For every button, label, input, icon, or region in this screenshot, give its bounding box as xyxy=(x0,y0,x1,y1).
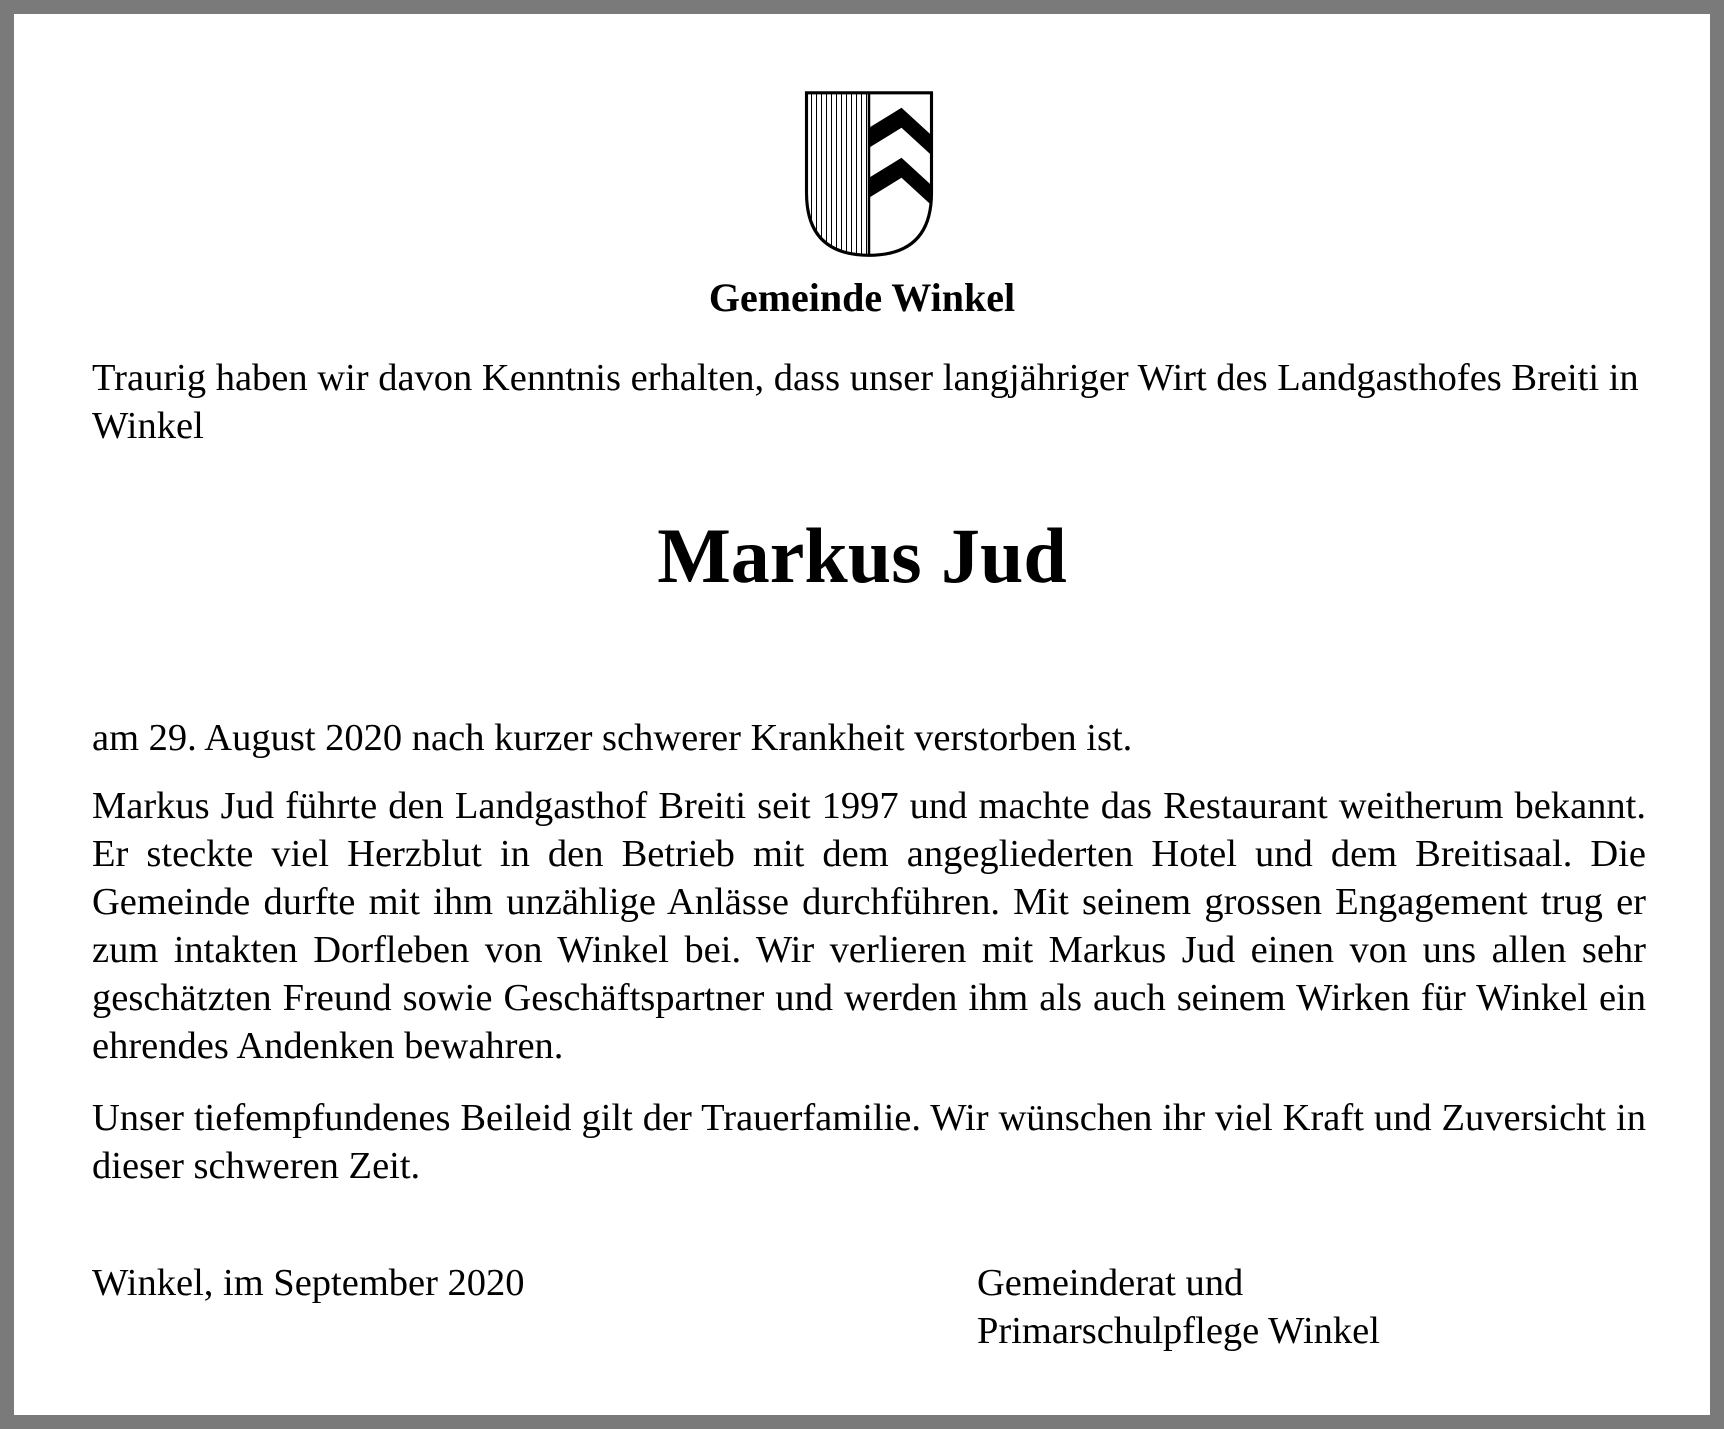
tribute-paragraph: Markus Jud führte den Landgasthof Breiti seit 1997 und machte das Restaurant weitherum bekannt. Er steckte viel Herzblut in den Betrieb mit dem angegliederten Hotel und dem Breitisaal. Die Gemeinde durfte mit ihm unzählige Anlässe durchführen. Mit seinem grossen Engagement trug er zum intakten Dorfleben von Winkel bei. Wir verlieren mit Markus Jud einen von uns allen sehr geschätzten Freund sowie Geschäftspartner und werden ihm als auch seinem Wirken für Winkel ein ehrendes Andenken bewahren. xyxy=(92,785,1646,1067)
condolence-paragraph: Unser tiefempfundenes Beileid gilt der Trauerfamilie. Wir wünschen ihr viel Kraft und Zuversicht in dieser schweren Zeit. xyxy=(92,1097,1646,1187)
signature-line-2: Primarschulpflege Winkel xyxy=(977,1310,1380,1352)
deceased-name: Markus Jud xyxy=(657,512,1067,599)
signature-block xyxy=(977,1259,1380,1355)
death-line: am 29. August 2020 nach kurzer schwerer Krankheit verstorben ist. xyxy=(92,717,1133,759)
place-date: Winkel, im September 2020 xyxy=(92,1262,525,1304)
municipality-heading: Gemeinde Winkel xyxy=(708,275,1016,320)
coat-of-arms-icon xyxy=(804,90,934,258)
intro-paragraph: Traurig haben wir davon Kenntnis erhalten, dass unser langjähriger Wirt des Landgasthofes Breiti in Winkel xyxy=(92,357,1639,447)
signature-line-1: Gemeinderat und xyxy=(977,1262,1244,1304)
obituary-notice xyxy=(14,14,1710,1415)
